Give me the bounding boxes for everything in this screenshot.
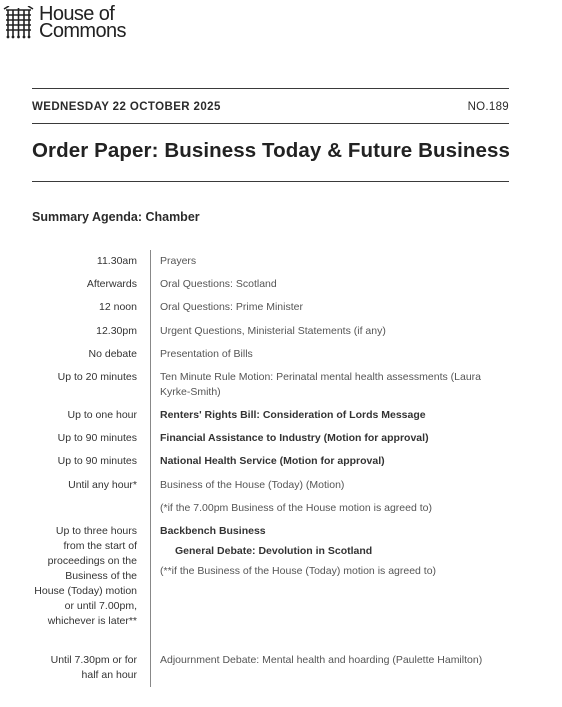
agenda-sub-item: General Debate: Devolution in Scotland: [175, 545, 373, 557]
agenda-item: Financial Assistance to Industry (Motion for approval): [160, 432, 429, 444]
agenda-time: Until 7.30pm or for half an hour: [50, 654, 137, 681]
agenda-time: Until any hour*: [68, 479, 137, 491]
order-paper-number: NO.189: [467, 101, 509, 113]
agenda-time: Up to 90 minutes: [57, 455, 137, 467]
logo-line2: Commons: [39, 20, 126, 42]
agenda-time: 12 noon: [99, 301, 137, 313]
agenda-time: Up to 90 minutes: [57, 432, 137, 444]
agenda-time: 12.30pm: [96, 325, 137, 337]
agenda-time: Up to three hours from the start of proceedings on the Business of the House (Today) motion or until 7.00pm, whichever is later**: [34, 525, 137, 627]
agenda-time: 11.30am: [96, 255, 137, 267]
agenda-item: National Health Service (Motion for approval): [160, 455, 385, 467]
order-paper-date: WEDNESDAY 22 OCTOBER 2025: [32, 101, 221, 113]
date-rule: [32, 123, 509, 124]
portcullis-icon: [3, 6, 34, 40]
agenda-time: No debate: [88, 348, 137, 360]
top-rule: [32, 88, 509, 89]
agenda-item: Urgent Questions, Ministerial Statements (if any): [160, 325, 386, 337]
logo-wordmark: [39, 3, 126, 42]
agenda-item: Renters' Rights Bill: Consideration of Lords Message: [160, 409, 426, 421]
agenda-time: Up to 20 minutes: [57, 371, 137, 383]
agenda-item: Oral Questions: Scotland: [160, 278, 277, 290]
agenda-divider: [150, 250, 151, 687]
agenda-item: Ten Minute Rule Motion: Perinatal mental health assessments (Laura Kyrke-Smith): [160, 371, 481, 398]
agenda-item: Business of the House (Today) (Motion): [160, 479, 345, 491]
agenda-note: (**if the Business of the House (Today) motion is agreed to): [160, 565, 437, 577]
agenda-item-title: Backbench Business: [160, 525, 266, 537]
agenda-item: Oral Questions: Prime Minister: [160, 301, 303, 313]
title-rule: [32, 181, 509, 182]
dateline: [32, 101, 509, 113]
agenda-time: Afterwards: [86, 278, 137, 290]
house-of-commons-logo: [3, 3, 126, 42]
logo-line1: House of: [39, 3, 115, 25]
agenda-item: (*if the 7.00pm Business of the House motion is agreed to): [160, 502, 432, 514]
agenda-item: Prayers: [160, 255, 197, 267]
agenda-time: Up to one hour: [67, 409, 137, 421]
page-title: Order Paper: Business Today & Future Business: [32, 139, 511, 162]
agenda-item: Adjournment Debate: Mental health and hoarding (Paulette Hamilton): [160, 654, 483, 666]
agenda-item: Presentation of Bills: [160, 348, 253, 360]
section-heading: Summary Agenda: Chamber: [32, 210, 200, 224]
agenda-item: [160, 524, 492, 579]
